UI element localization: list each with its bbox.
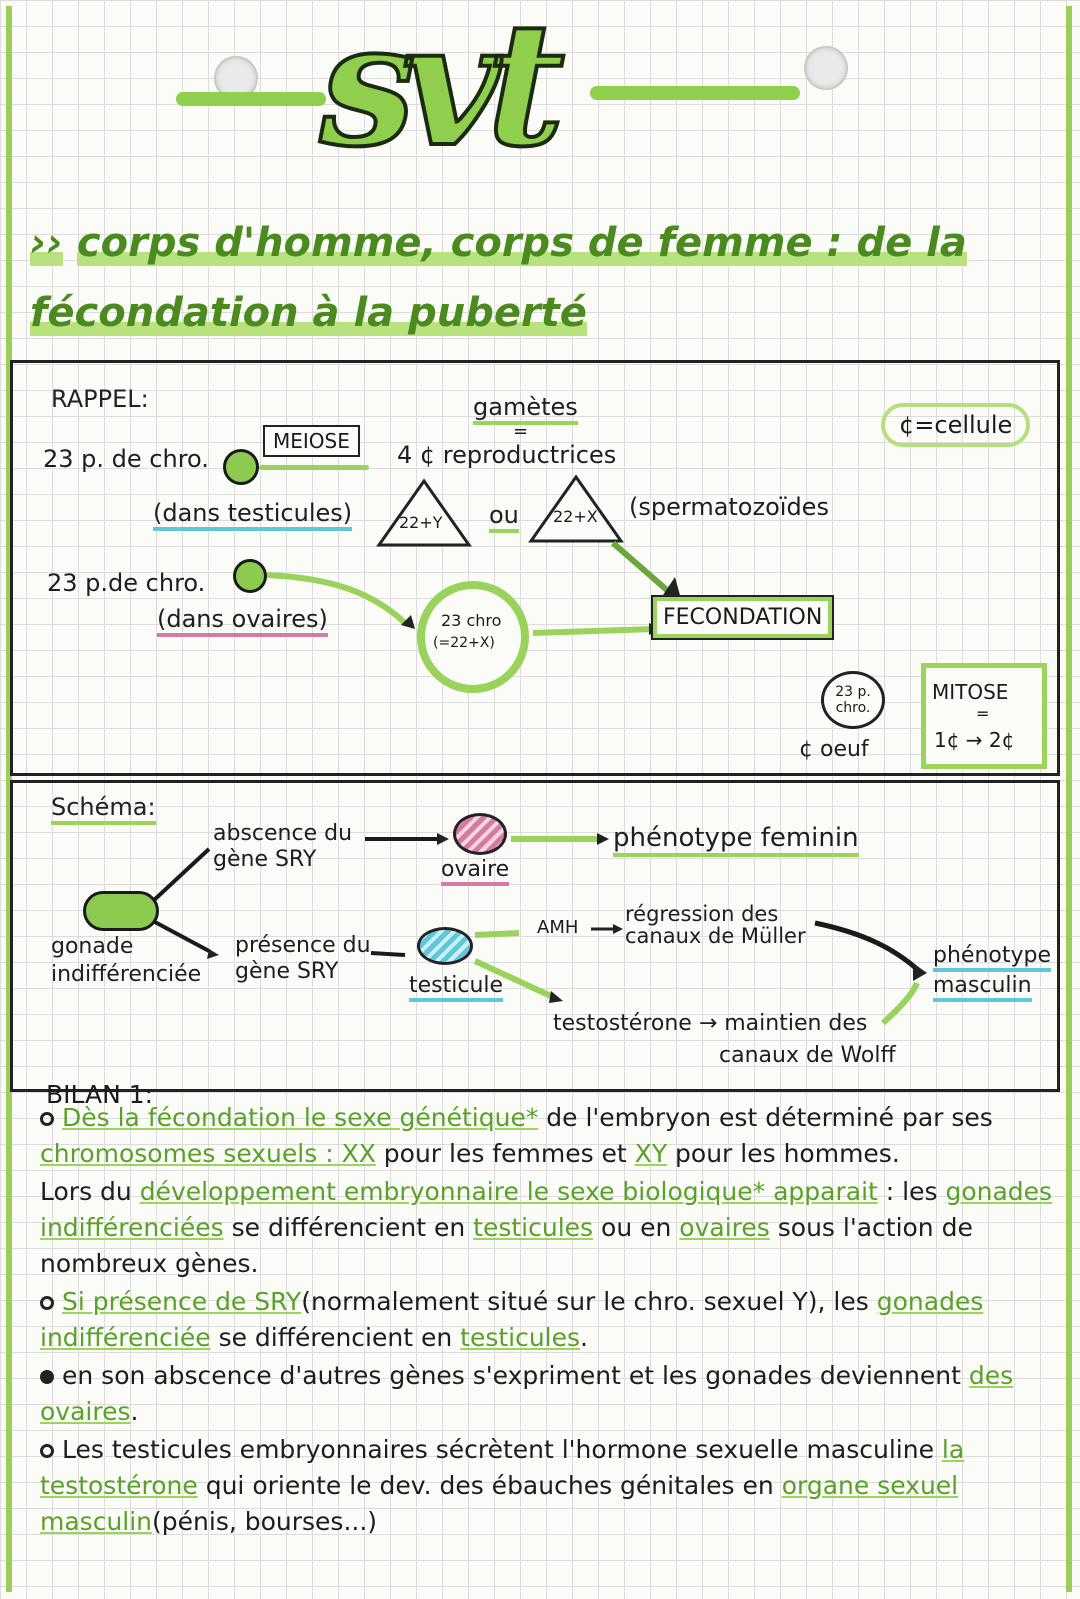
bilan-title: BILAN 1:: [46, 1080, 154, 1109]
bilan-3c: gonades indifférenciée: [40, 1287, 984, 1352]
ovule-sub: (=22+X): [433, 635, 495, 651]
bilan-3b: (normalement situé sur le chro. sexuel Y), les: [301, 1287, 877, 1316]
bilan-5b: la testostérone: [40, 1435, 965, 1500]
bullet-3: [40, 1296, 54, 1310]
chapter-title-line2: [30, 290, 587, 336]
testosterone-label: testostérone → maintien des: [553, 1011, 868, 1036]
absence-label: abscence du gène SRY: [213, 821, 353, 872]
meiose-tag: MEIOSE: [263, 425, 360, 457]
binder-hole-right: [804, 46, 848, 90]
testicule-shape: [417, 927, 473, 965]
bilan-1c: chromosomes sexuels : XX: [40, 1139, 376, 1168]
bilan-3a: Si présence de SRY: [62, 1287, 302, 1316]
sperm-a-label: 22+Y: [399, 513, 443, 532]
testicule-wrap: [409, 973, 503, 998]
ovule-label: 23 chro: [441, 611, 502, 630]
bilan-text: [40, 1100, 1060, 1542]
bilan-para-2: [40, 1174, 1060, 1282]
ovaire-label: ovaire: [441, 857, 509, 886]
presence-label: présence du gène SRY: [235, 933, 371, 984]
bilan-2d: gonades indifférenciées: [40, 1177, 1053, 1242]
regression-label: régression des canaux de Müller: [625, 902, 806, 948]
bilan-para-1: [40, 1100, 1060, 1172]
oeuf-label: ¢ oeuf: [799, 737, 869, 762]
testicule-label: testicule: [409, 973, 503, 1002]
bullet-4: [40, 1370, 54, 1384]
bilan-1a: Dès la fécondation le sexe génétique*: [62, 1103, 539, 1132]
mitose-title: MITOSE: [932, 680, 1009, 704]
bilan-para-5: [40, 1432, 1060, 1540]
bilan-2b: développement embryonnaire le sexe biologique* apparait: [139, 1177, 878, 1206]
spermatozoides-label: (spermatozoïdes: [629, 493, 829, 521]
title-line-right: [590, 86, 800, 100]
bullet-5: [40, 1444, 54, 1458]
bilan-2f: testicules: [473, 1213, 594, 1242]
bilan-para-3: [40, 1284, 1060, 1356]
bilan-1e: XY: [634, 1139, 668, 1168]
reproductrices-label: 4 ¢ reproductrices: [397, 441, 617, 469]
mitose-equals: =: [976, 704, 990, 723]
female-place: (dans ovaires): [157, 605, 328, 637]
bilan-para-4: [40, 1358, 1060, 1430]
gametes-equals: =: [513, 421, 529, 442]
bilan-2h: ovaires: [679, 1213, 770, 1242]
bullet-1: [40, 1112, 54, 1126]
bilan-4b: des ovaires: [40, 1361, 1014, 1426]
wolff-label: canaux de Wolff: [719, 1043, 896, 1068]
bilan-3d: se différencient en: [210, 1323, 461, 1352]
phenotype-feminin: phénotype feminin: [613, 823, 859, 857]
male-place: (dans testicules): [153, 499, 352, 531]
chapter-title-1: corps d'homme, corps de femme : de la: [76, 220, 967, 266]
bilan-1d: pour les femmes et: [375, 1139, 635, 1168]
rappel-label: RAPPEL:: [51, 385, 149, 413]
phenotype-masculin-2: masculin: [933, 973, 1032, 1002]
bilan-2g: ou en: [593, 1213, 680, 1242]
female-chromosomes: 23 p.de chro.: [47, 569, 206, 597]
phen-fem-wrap: [613, 823, 859, 853]
bilan-3f: .: [580, 1323, 588, 1352]
bilan-2c: : les: [877, 1177, 946, 1206]
ovaire-shape: [453, 813, 507, 855]
title-line-left: [176, 92, 326, 106]
gonade-label: gonade indifférenciée: [51, 934, 202, 987]
bilan-1f: pour les hommes.: [667, 1139, 900, 1168]
bilan-1b: de l'embryon est déterminé par ses: [538, 1103, 993, 1132]
bilan-5c: qui oriente le dev. des ébauches génitales en: [197, 1471, 782, 1500]
bilan-5a: Les testicules embryonnaires sécrètent l'hormone sexuelle masculine: [62, 1435, 942, 1464]
bilan-4a: en son abscence d'autres gènes s'expriment et les gonades deviennent: [62, 1361, 969, 1390]
bilan-2a: Lors du: [40, 1177, 140, 1206]
phen-masc-wrap: [933, 941, 1051, 1001]
oeuf-circle: 23 p. chro.: [821, 671, 885, 729]
chapter-prefix: ››: [30, 220, 63, 266]
chapter-title-line1: [30, 220, 967, 266]
ou-label: ou: [489, 501, 519, 533]
mitose-formula: 1¢ → 2¢: [934, 728, 1015, 752]
gametes-label: gamètes: [473, 393, 578, 425]
schema-label: Schéma:: [51, 793, 156, 825]
chapter-title-2: fécondation à la puberté: [30, 290, 587, 336]
bilan-2i: sous l'action de nombreux gènes.: [40, 1213, 973, 1278]
rappel-box: [10, 360, 1060, 776]
bilan-4c: .: [130, 1397, 139, 1426]
cellule-note: ¢=cellule: [881, 403, 1030, 447]
ovaire-wrap: [441, 857, 509, 882]
subject-logo: svt: [320, 0, 552, 185]
phenotype-masculin-1: phénotype: [933, 943, 1051, 972]
mitose-box: [921, 663, 1047, 769]
fecondation-box: FECONDATION: [653, 597, 832, 638]
bilan-3e: testicules: [460, 1323, 581, 1352]
bilan-5e: (pénis, bourses...): [152, 1507, 378, 1536]
bilan-2e: se différencient en: [223, 1213, 474, 1242]
schema-box: [10, 780, 1060, 1092]
sperm-b-label: 22+X: [553, 507, 598, 526]
rappel-arrows: [13, 363, 1063, 779]
bilan-5d: organe sexuel masculin: [40, 1471, 959, 1536]
amh-label: AMH: [537, 917, 579, 938]
male-chromosomes: 23 p. de chro.: [43, 445, 209, 473]
gonade-shape: [83, 891, 159, 931]
